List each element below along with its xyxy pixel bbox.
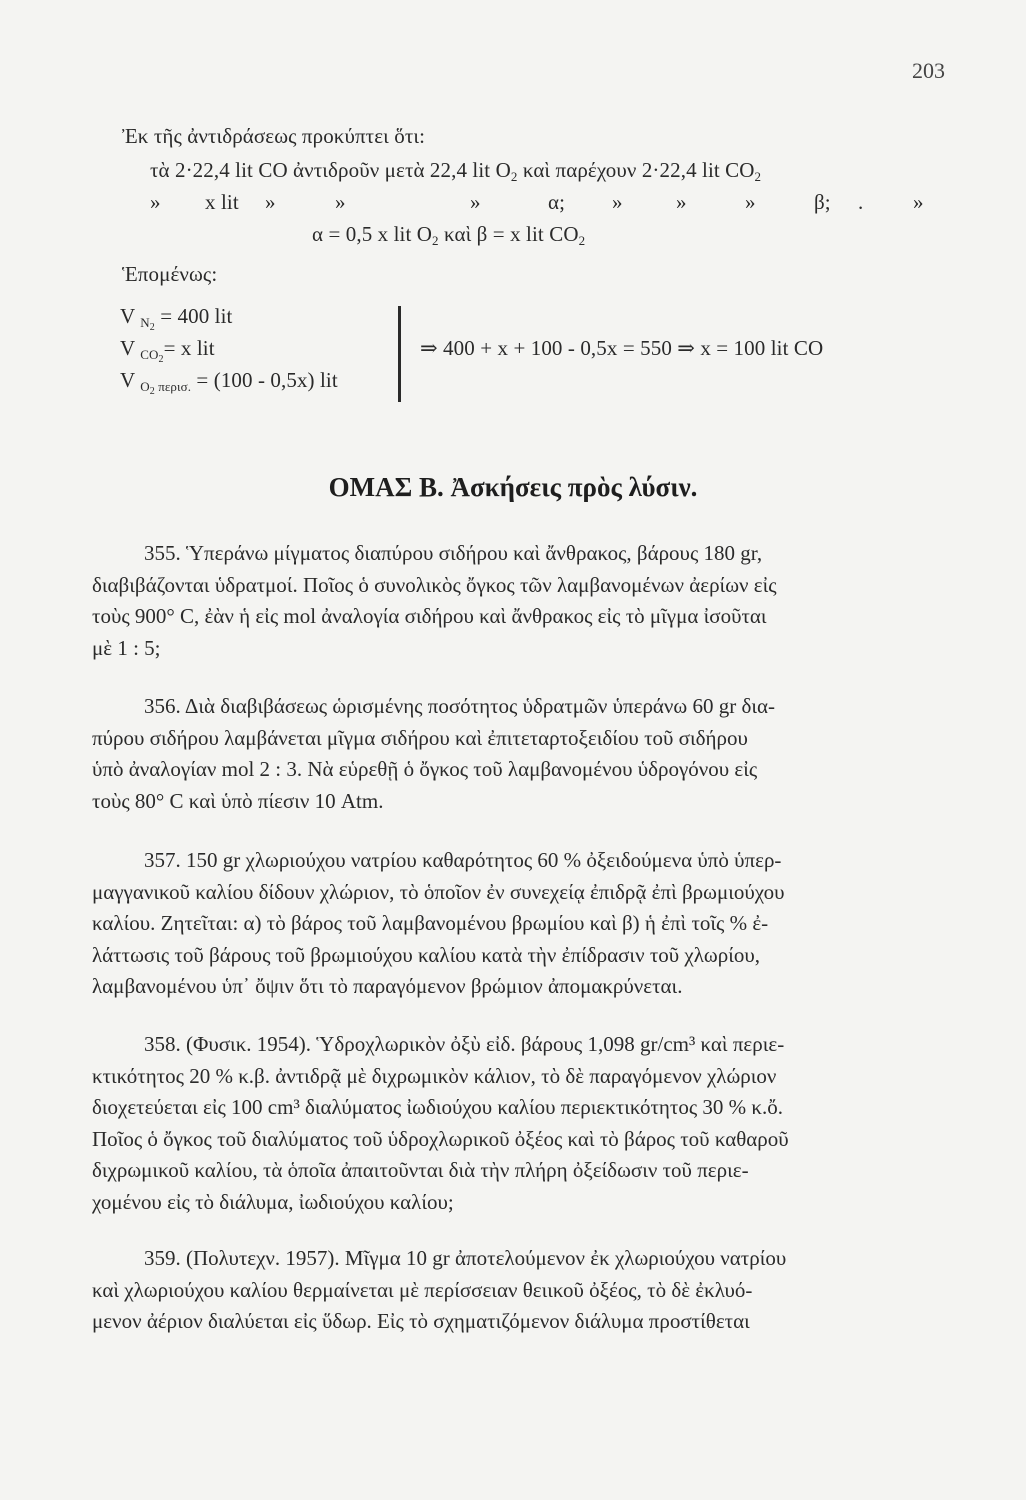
problem-355: 355. Ὑπεράνω μίγματος διαπύρου σιδήρου καὶ ἄνθρακος, βάρους 180 gr, διαβιβάζονται ὑδρατμοί. Ποῖος ὁ συνολικὸς ὄγκος τῶν λαμβανομένων ἀερίων εἰς τοὺς 900° C, ἐὰν ἡ εἰς mol ἀναλογία σιδήρου καὶ ἄνθρακος εἰς τὸ μῖγμα ἰσοῦται μὲ 1 : 5;: [92, 541, 777, 660]
reaction-line: τὰ 2·22,4 lit CO ἀντιδροῦν μετὰ 22,4 lit $O_2$ καὶ παρέχουν 2·22,4 lit $CO_2$: [150, 158, 762, 184]
problem-359: 359. (Πολυτεχν. 1957). Μῖγμα 10 gr ἀποτελούμενον ἐκ χλωριούχου νατρίου καὶ χλωριούχου καλίου θερμαίνεται μὲ περίσσειαν θειικοῦ ὀξέος, τὸ δὲ ἐκλυό- μενον ἀέριον διαλύεται εἰς ὕδωρ. Εἰς τὸ σχηματιζόμενον διάλυμα προστίθεται: [92, 1246, 787, 1333]
intro-line: Ἐκ τῆς ἀντιδράσεως προκύπτει ὅτι:: [122, 124, 426, 148]
proportion-row: » x lit » » » α; » » » β; . »: [150, 190, 924, 214]
bracket-bar: [398, 306, 401, 402]
problem-357: 357. 150 gr χλωριούχου νατρίου καθαρότητος 60 % ὀξειδούμενα ὑπὸ ὑπερ- μαγγανικοῦ καλίου δίδουν χλώριον, τὸ ὁποῖον ἐν συνεχείᾳ ἐπιδρᾷ ἐπὶ βρωμιούχου καλίου. Ζητεῖται: α) τὸ βάρος τοῦ λαμβανομένου βρωμίου καὶ β) ἡ ἐπὶ τοῖς % ἐ- λάττωσις τοῦ βάρους τοῦ βρωμιούχου καλίου κατὰ τὴν ἐπίδρασιν τοῦ χλωρίου, λαμβανομένου ὑπ᾽ ὄψιν ὅτι τὸ παραγόμενον βρώμιον ἀπομακρύνεται.: [92, 848, 785, 998]
section-heading: ΟΜΑΣ Β. Ἀσκήσεις πρὸς λύσιν.: [328, 472, 698, 502]
equation-line: ⇒ 400 + x + 100 - 0,5x = 550 ⇒ x = 100 lit CO: [420, 336, 824, 360]
volume-n2: V $_{N2}$ = 400 lit: [120, 304, 233, 333]
volume-o2-excess: V $_{O2}$ $_{\pi\varepsilon\rho\iota\sigma.}$ = (100 - 0,5x) lit: [120, 368, 338, 397]
result-line: α = 0,5 x lit $O_2$ καὶ β = x lit $CO_2$: [312, 222, 586, 248]
page-number: 203: [912, 58, 945, 83]
consequently-label: Ἑπομένως:: [122, 262, 218, 286]
problem-356: 356. Διὰ διαβιβάσεως ὡρισμένης ποσότητος ὑδρατμῶν ὑπεράνω 60 gr δια- πύρου σιδήρου λαμβάνεται μῖγμα σιδήρου καὶ ἐπιτεταρτοξειδίου τοῦ σιδήρου ὑπὸ ἀναλογίαν mol 2 : 3. Νὰ εὑρεθῇ ὁ ὄγκος τοῦ λαμβανομένου ὑδρογόνου εἰς τοὺς 80° C καὶ ὑπὸ πίεσιν 10 Atm.: [92, 694, 776, 813]
volume-co2: V $_{CO2}$= x lit: [120, 336, 215, 365]
problem-358: 358. (Φυσικ. 1954). Ὑδροχλωρικὸν ὀξὺ εἰδ. βάρους 1,098 gr/cm³ καὶ περιε- κτικότητος 20 % κ.β. ἀντιδρᾷ μὲ διχρωμικὸν κάλιον, τὸ δὲ παραγόμενον χλώριον διοχετεύεται εἰς 100 cm³ διαλύματος ἰωδιούχου καλίου περιεκτικότητος 30 % κ.ὄ. Ποῖος ὁ ὄγκος τοῦ διαλύματος τοῦ ὑδροχλωρικοῦ ὀξέος καὶ τὸ βάρος τοῦ καθαροῦ διχρωμικοῦ καλίου, τὰ ὁποῖα ἀπαιτοῦνται διὰ τὴν πλήρη ὀξείδωσιν τοῦ περιε- χομένου εἰς τὸ διάλυμα, ἰωδιούχου καλίου;: [92, 1032, 789, 1214]
